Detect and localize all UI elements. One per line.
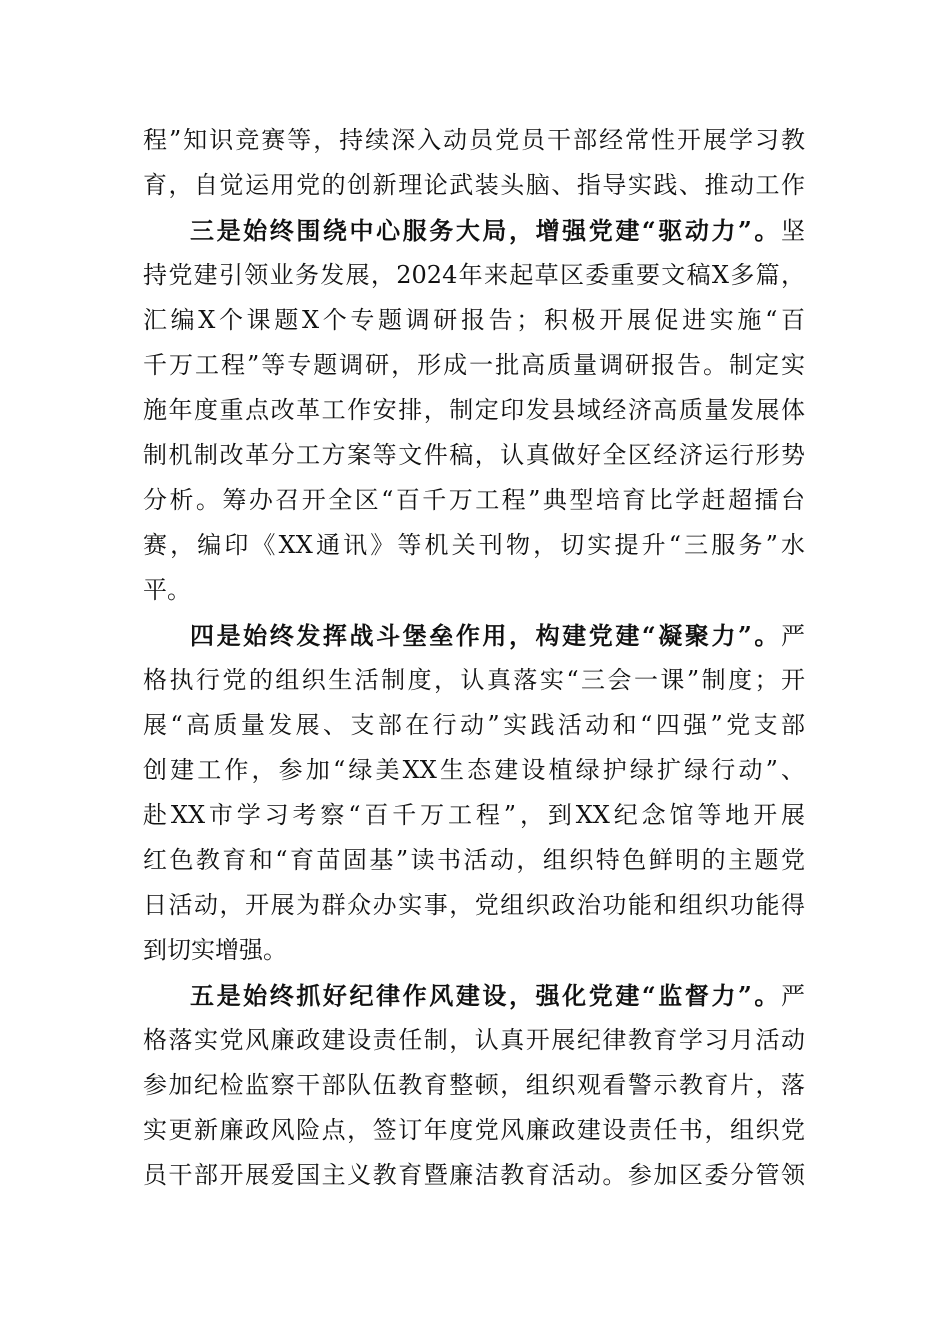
line-text: 到切实增强。	[143, 936, 287, 964]
text-line	[143, 388, 805, 433]
text-line	[143, 1108, 805, 1153]
line-text: 格执行党的组织生活制度，认真落实“三会一课”制度；开	[143, 666, 805, 694]
text-line	[143, 883, 805, 928]
line-text: 程”知识竞赛等，持续深入动员党员干部经常性开展学习教	[143, 126, 805, 154]
bold-lead-text: 五是始终抓好纪律作风建设，强化党建“监督力”。	[190, 981, 781, 1010]
bold-lead-text: 三是始终围绕中心服务大局，增强党建“驱动力”。	[190, 216, 781, 245]
line-text: 创建工作，参加“绿美XX生态建设植绿护绿扩绿行动”、	[143, 756, 805, 784]
line-text: 红色教育和“育苗固基”读书活动，组织特色鲜明的主题党	[143, 846, 805, 874]
text-line	[143, 253, 805, 298]
line-text: 员干部开展爱国主义教育暨廉洁教育活动。参加区委分管领	[143, 1161, 805, 1189]
line-text: 千万工程”等专题调研，形成一批高质量调研报告。制定实	[143, 351, 805, 379]
line-text: 严	[781, 622, 805, 650]
text-line	[143, 658, 805, 703]
document-body	[143, 118, 805, 1198]
text-line	[143, 748, 805, 793]
line-text: 坚	[781, 217, 805, 245]
line-text: 格落实党风廉政建设责任制，认真开展纪律教育学习月活动	[143, 1026, 805, 1054]
text-line	[143, 568, 805, 613]
paragraph-heading-line	[143, 613, 805, 658]
line-text: 参加纪检监察干部队伍教育整顿，组织观看警示教育片，落	[143, 1071, 805, 1099]
line-text: 日活动，开展为群众办实事，党组织政治功能和组织功能得	[143, 891, 805, 919]
text-line	[143, 1063, 805, 1108]
text-line	[143, 703, 805, 748]
line-text: 育，自觉运用党的创新理论武装头脑、指导实践、推动工作	[143, 171, 805, 199]
line-text: 平。	[143, 576, 191, 604]
text-line	[143, 343, 805, 388]
text-line	[143, 523, 805, 568]
text-line	[143, 928, 805, 973]
text-line	[143, 1018, 805, 1063]
line-text: 赴XX市学习考察“百千万工程”，到XX纪念馆等地开展	[143, 801, 805, 829]
line-text: 严	[781, 982, 805, 1010]
line-text: 展“高质量发展、支部在行动”实践活动和“四强”党支部	[143, 711, 805, 739]
line-text: 实更新廉政风险点，签订年度党风廉政建设责任书，组织党	[143, 1116, 805, 1144]
text-line	[143, 838, 805, 883]
bold-lead-text: 四是始终发挥战斗堡垒作用，构建党建“凝聚力”。	[190, 621, 781, 650]
paragraph-heading-line	[143, 973, 805, 1018]
text-line	[143, 298, 805, 343]
text-line	[143, 478, 805, 523]
text-line	[143, 793, 805, 838]
text-line	[143, 163, 805, 208]
line-text: 持党建引领业务发展，2024年来起草区委重要文稿X多篇，	[143, 261, 805, 289]
text-line	[143, 1153, 805, 1198]
text-line	[143, 118, 805, 163]
paragraph-heading-line	[143, 208, 805, 253]
line-text: 分析。筹办召开全区“百千万工程”典型培育比学赶超擂台	[143, 486, 805, 514]
text-line	[143, 433, 805, 478]
line-text: 施年度重点改革工作安排，制定印发县域经济高质量发展体	[143, 396, 805, 424]
line-text: 汇编X个课题X个专题调研报告；积极开展促进实施“百	[143, 306, 805, 334]
line-text: 赛，编印《XX通讯》等机关刊物，切实提升“三服务”水	[143, 531, 805, 559]
line-text: 制机制改革分工方案等文件稿，认真做好全区经济运行形势	[143, 441, 805, 469]
